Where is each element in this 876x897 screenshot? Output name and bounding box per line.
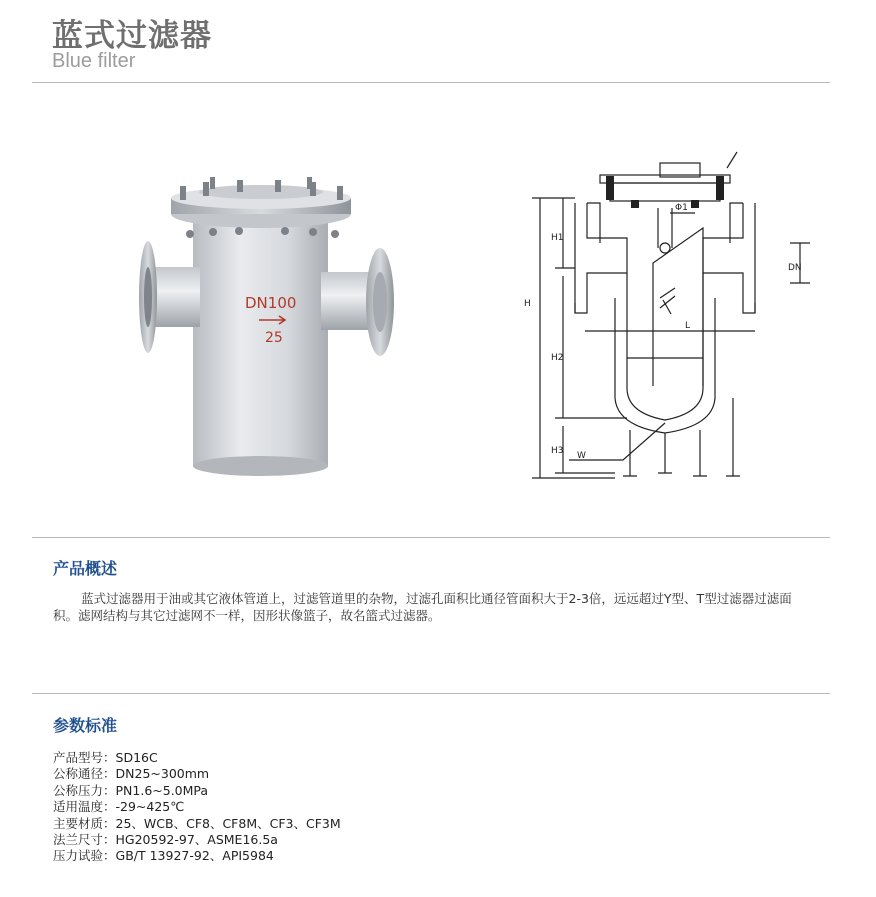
dim-label-l: L [685,321,691,331]
param-row-model: 产品型号：SD16C [53,750,158,765]
dim-label-dn: DN [788,263,802,273]
parameters-heading: 参数标准 [53,716,118,735]
dim-label-h1: H1 [551,233,564,243]
param-row-temperature: 适用温度：-29~425℃ [53,799,185,815]
overview-text: 蓝式过滤器用于油或其它液体管道上，过滤管道里的杂物，过滤孔面积比通径管面积大于2-3倍，远远超过Y型、T型过滤器过滤面积。滤网结构与其它过滤网不一样，因形状像篮子，故名篮式过滤器。 [53,591,792,623]
page-subtitle: Blue filter [52,50,136,72]
dim-label-w: W [577,451,586,461]
overview-divider [32,537,830,538]
product-photo [135,172,401,477]
param-row-nominal-diameter: 公称通径：DN25~300mm [53,766,210,782]
param-row-nominal-pressure: 公称压力：PN1.6~5.0MPa [53,782,209,798]
dim-label-phi1: Φ1 [675,203,688,213]
page-title: 蓝式过滤器 [52,18,212,54]
dim-label-h: H [524,299,531,309]
parameters-list [53,750,341,865]
param-row-pressure-test: 压力试验：GB/T 13927-92、API5984 [53,848,274,864]
body-size-marking: DN100 [245,294,297,312]
param-row-flange-size: 法兰尺寸：HG20592-97、ASME16.5a [53,832,278,848]
overview-heading: 产品概述 [53,559,118,578]
dim-label-h2: H2 [551,353,564,363]
parameters-divider [32,693,830,694]
technical-drawing [515,148,820,488]
dim-label-h3: H3 [551,446,564,456]
header-divider [32,82,830,83]
body-rating-marking: 25 [265,330,283,346]
param-row-material: 主要材质：25、WCB、CF8、CF8M、CF3、CF3M [53,815,341,831]
